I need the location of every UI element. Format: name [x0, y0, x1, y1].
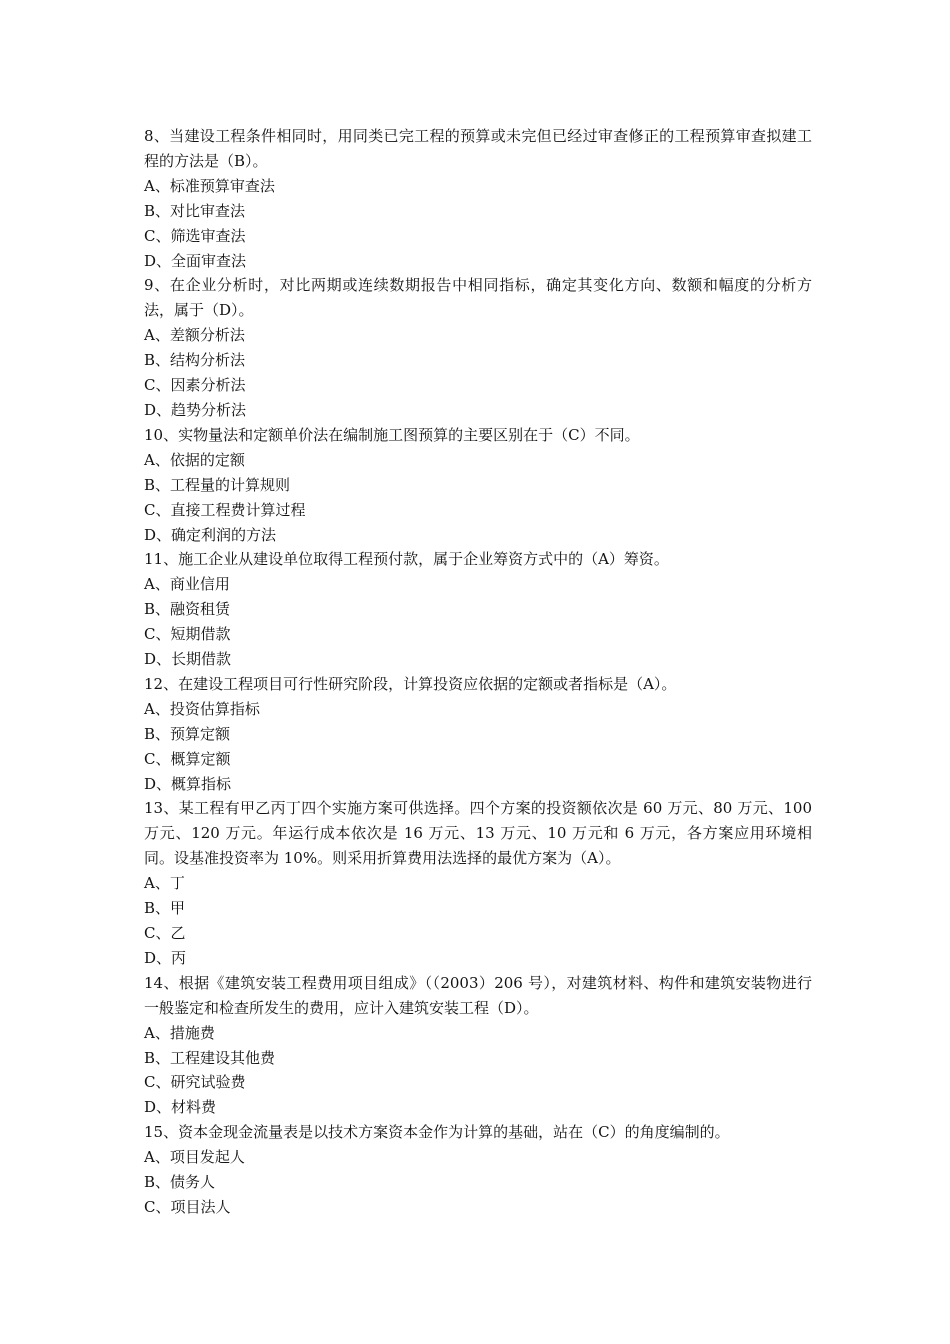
option-d: D、概算指标 — [144, 774, 232, 793]
option-a: A、措施费 — [144, 1023, 215, 1042]
option-c: C、乙 — [144, 924, 186, 942]
question-15 — [144, 1120, 812, 1220]
option-d: D、材料费 — [144, 1098, 217, 1117]
option-c: C、因素分析法 — [144, 376, 246, 395]
option-d: D、长期借款 — [144, 650, 232, 669]
question-stem: 10、实物量法和定额单价法在编制施工图预算的主要区别在于（C）不同。 — [144, 425, 640, 444]
question-stem: 11、施工企业从建设单位取得工程预付款，属于企业筹资方式中的（A）筹资。 — [144, 550, 669, 569]
option-c: C、筛选审查法 — [144, 226, 246, 245]
option-a: A、标准预算审查法 — [144, 176, 275, 195]
option-b: B、债务人 — [144, 1173, 216, 1192]
option-c: C、直接工程费计算过程 — [144, 500, 306, 519]
question-list — [144, 124, 812, 1220]
option-b: B、工程量的计算规则 — [144, 475, 291, 494]
question-14 — [144, 971, 812, 1120]
question-stem: 15、资本金现金流量表是以技术方案资本金作为计算的基础，站在（C）的角度编制的。 — [144, 1123, 730, 1142]
question-11 — [144, 547, 812, 672]
option-a: A、项目发起人 — [144, 1148, 245, 1167]
question-stem: 8、当建设工程条件相同时，用同类已完工程的预算或未完但已经过审查修正的工程预算审查拟建工程的方法是（B）。 — [144, 127, 812, 170]
option-b: B、对比审查法 — [144, 201, 246, 220]
option-a: A、差额分析法 — [144, 326, 245, 345]
question-stem: 9、在企业分析时，对比两期或连续数期报告中相同指标，确定其变化方向、数额和幅度的分析方法，属于（D）。 — [144, 276, 812, 320]
option-b: B、预算定额 — [144, 724, 231, 743]
option-a: A、依据的定额 — [144, 450, 245, 469]
option-d: D、全面审查法 — [144, 251, 247, 270]
question-10 — [144, 423, 812, 548]
question-stem: 14、根据《建筑安装工程费用项目组成》（（2003）206 号），对建筑材料、构件和建筑安装物进行一般鉴定和检查所发生的费用，应计入建筑安装工程（D）。 — [144, 973, 812, 1017]
option-c: C、研究试验费 — [144, 1073, 246, 1092]
option-c: C、项目法人 — [144, 1197, 231, 1216]
option-d: D、确定利润的方法 — [144, 525, 277, 544]
question-stem: 12、在建设工程项目可行性研究阶段，计算投资应依据的定额或者指标是（A）。 — [144, 674, 677, 693]
question-9 — [144, 273, 812, 422]
option-a: A、商业信用 — [144, 575, 230, 594]
option-b: B、甲 — [144, 899, 186, 918]
option-b: B、结构分析法 — [144, 351, 246, 370]
option-a: A、丁 — [144, 874, 185, 893]
question-8 — [144, 124, 812, 273]
option-b: B、融资租赁 — [144, 600, 231, 619]
question-12 — [144, 672, 812, 797]
option-d: D、趋势分析法 — [144, 400, 247, 419]
option-c: C、概算定额 — [144, 749, 231, 768]
question-13 — [144, 796, 812, 970]
option-d: D、丙 — [144, 948, 187, 967]
question-stem: 13、某工程有甲乙丙丁四个实施方案可供选择。四个方案的投资额依次是 60 万元、80 万元、100 万元、120 万元。年运行成本依次是 16 万元、13 万元、10 万元和 6 万元，各方案应用环境相同。设基准投资率为 10%。则采用折算费用法选择的最优方案为（A）。 — [144, 799, 812, 868]
option-b: B、工程建设其他费 — [144, 1048, 276, 1067]
option-a: A、投资估算指标 — [144, 699, 260, 718]
option-c: C、短期借款 — [144, 625, 231, 644]
